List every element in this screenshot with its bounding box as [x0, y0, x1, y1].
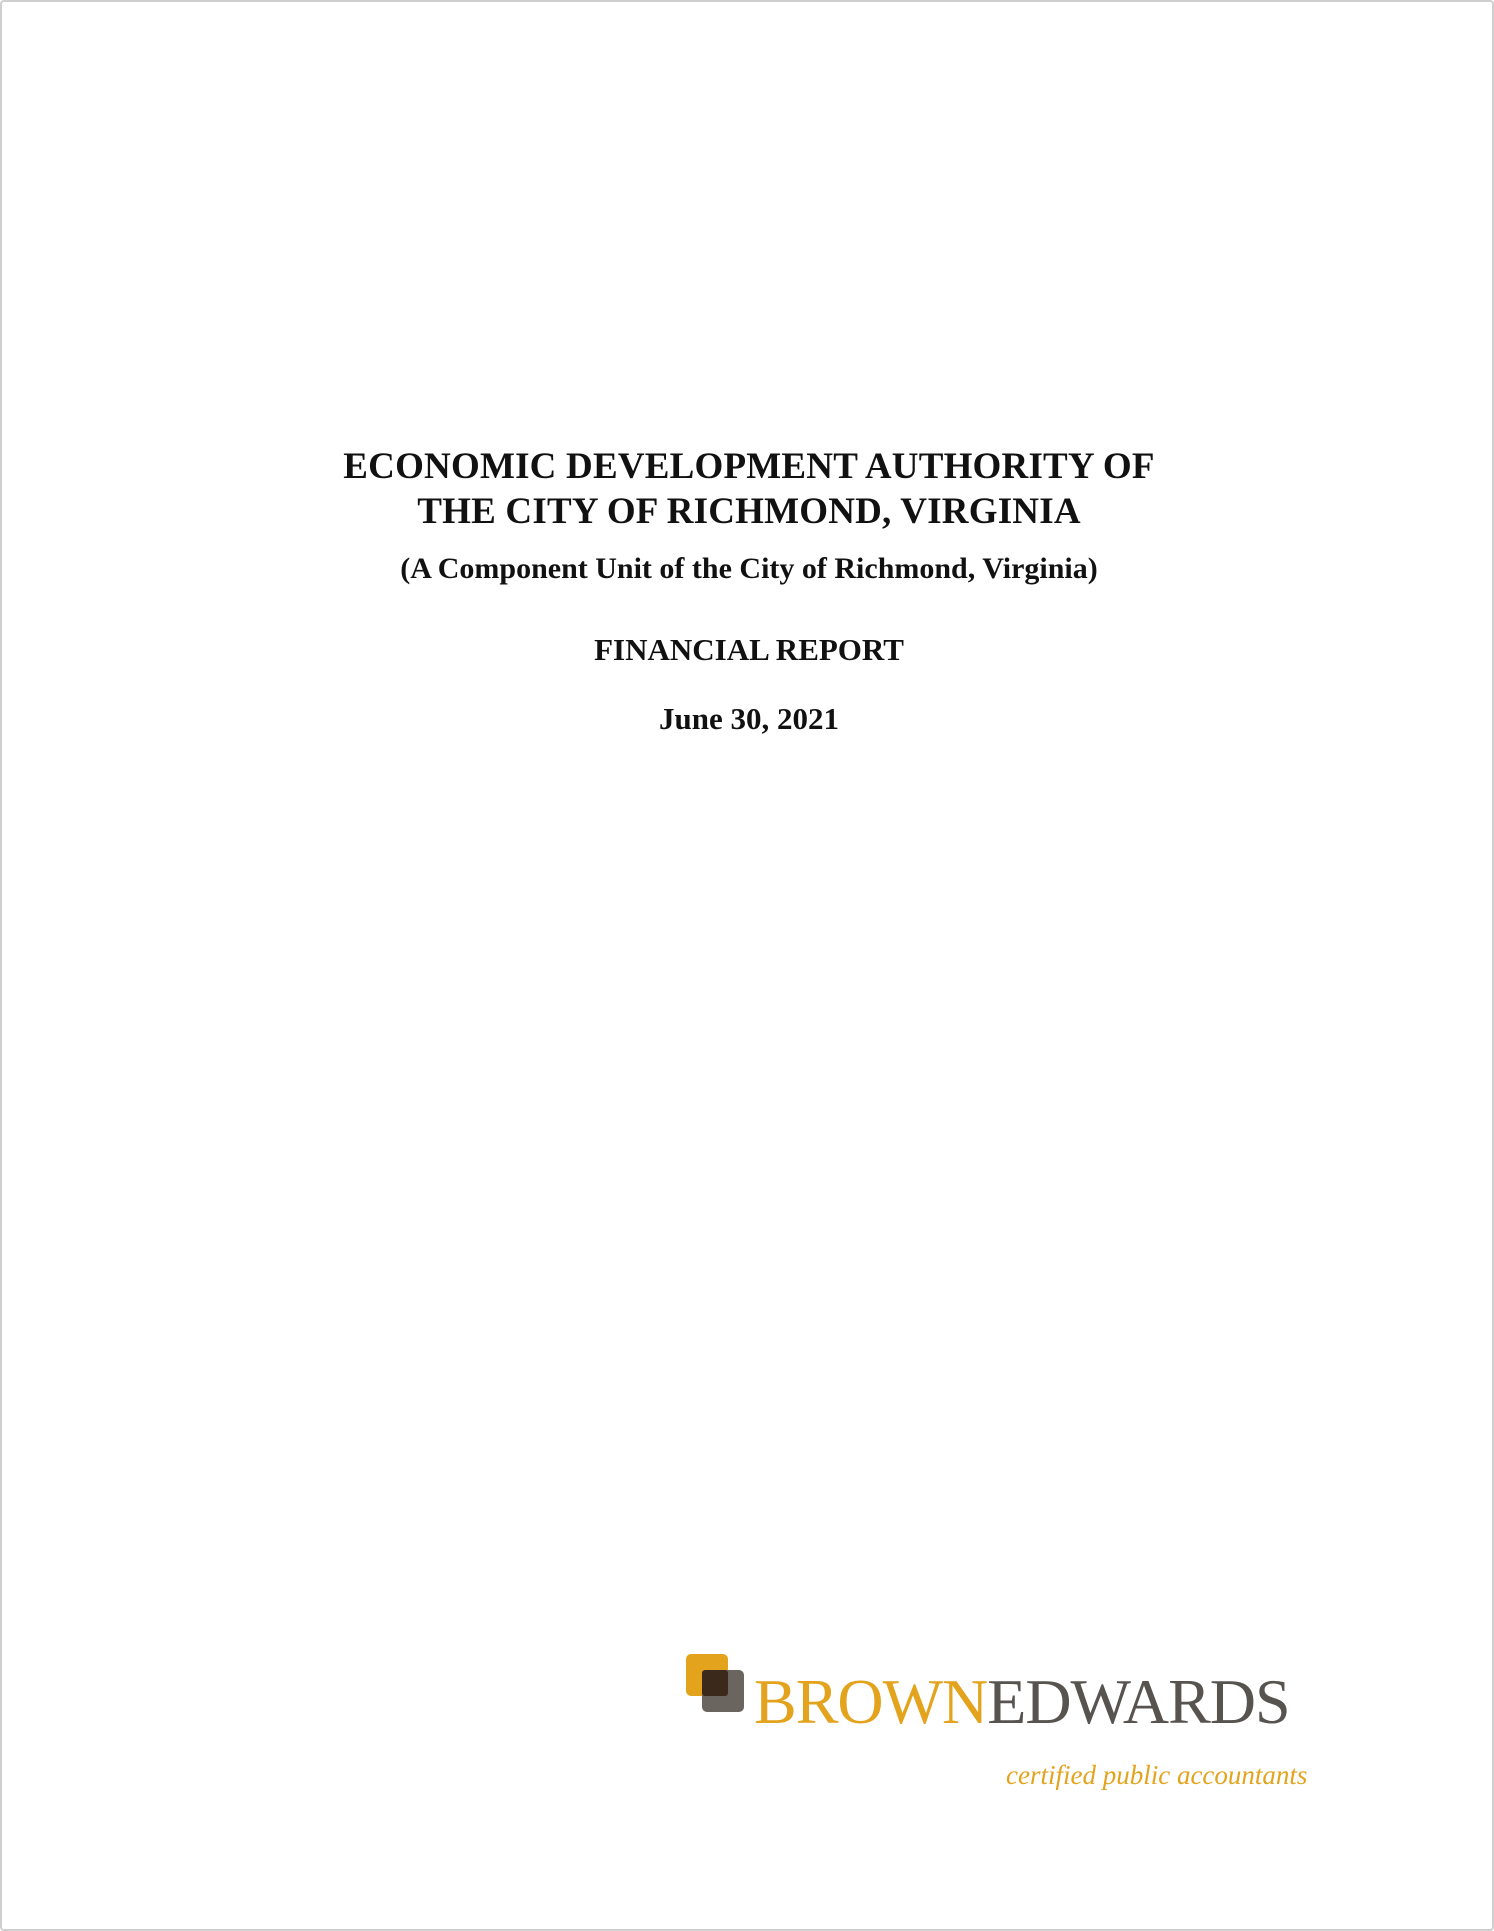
document-title-line-2: THE CITY OF RICHMOND, VIRGINIA [417, 491, 1081, 532]
logo-wordmark [754, 1662, 1290, 1742]
logo-wordmark-brown: BROWN [754, 1666, 988, 1737]
brown-edwards-logo [686, 1654, 1326, 1794]
logo-wordmark-edwards: EDWARDS [987, 1666, 1290, 1737]
report-date: June 30, 2021 [659, 701, 839, 736]
report-label: FINANCIAL REPORT [594, 632, 904, 667]
logo-tagline: certified public accountants [1006, 1760, 1308, 1790]
overlapping-squares-icon [686, 1654, 746, 1714]
document-subtitle: (A Component Unit of the City of Richmond, Virginia) [400, 552, 1098, 585]
document-title-line-1: ECONOMIC DEVELOPMENT AUTHORITY OF [343, 446, 1155, 487]
